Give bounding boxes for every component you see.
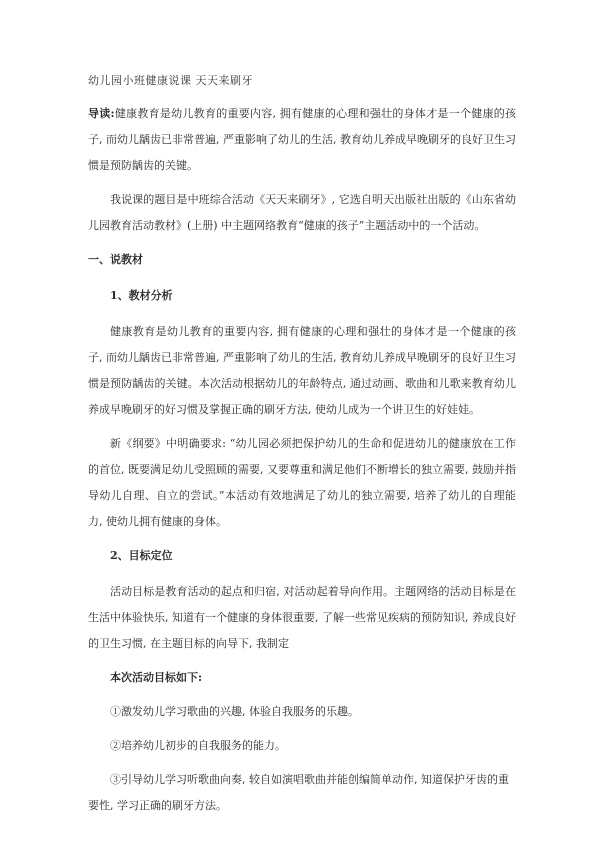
section-heading-teaching-material: 一、说教材 [88,253,143,266]
goal-item: ②培养幼儿初步的自我服务的能力。 [110,739,286,752]
goals-heading: 本次活动目标如下: [110,671,203,684]
subheading-goal-positioning: 2、目标定位 [110,549,173,562]
subheading-material-analysis: 1、教材分析 [110,289,173,302]
intro-paragraph [88,101,516,179]
document-title: 幼儿园小班健康说课 天天来刷牙 [88,74,253,87]
analysis-paragraph-2: 新《纲要》中明确要求: “幼儿园必须把保护幼儿的生命和促进幼儿的健康放在工作的首位, 既要满足幼儿受照顾的需要, 又要尊重和满足他们不断增长的独立需要, 鼓励并指导幼儿自理、自立的尝试。”本活动有效地满足了幼儿的独立需要, 培养了幼儿的自理能力, 使幼儿拥有健康的身体。 [88,437,516,528]
goal-item: ①激发幼儿学习歌曲的兴趣, 体验自我服务的乐趣。 [110,705,359,718]
intro-label: 导读: [88,107,115,120]
document-body [88,101,516,827]
intro-text: 健康教育是幼儿教育的重要内容, 拥有健康的心理和强壮的身体才是一个健康的孩子, 而幼儿龋齿已非常普遍, 严重影响了幼儿的生活, 教育幼儿养成早晚刷牙的良好卫生习惯是预防龋齿的关键。 [88,107,516,172]
goal-paragraph: 活动目标是教育活动的起点和归宿, 对活动起着导向作用。主题网络的活动目标是在生活中体验快乐, 知道有一个健康的身体很重要, 了解一些常见疾病的预防知识, 养成良好的卫生习惯, 在主题目标的向导下, 我制定 [88,585,516,650]
goal-item: ③引导幼儿学习听歌曲向奏, 较自如演唱歌曲并能创编简单动作, 知道保护牙齿的重要性, 学习正确的刷牙方法。 [88,773,509,812]
topic-paragraph: 我说课的题目是中班综合活动《天天来刷牙》, 它选自明天出版社出版的《山东省幼儿园教育活动教材》(上册) 中主题网络教育“健康的孩子”主题活动中的一个活动。 [88,193,516,232]
analysis-paragraph-1: 健康教育是幼儿教育的重要内容, 拥有健康的心理和强壮的身体才是一个健康的孩子, 而幼儿龋齿已非常普遍, 严重影响了幼儿的生活, 教育幼儿养成早晚刷牙的良好卫生习惯是预防龋齿的关键。本次活动根据幼儿的年龄特点, 通过动画、歌曲和儿歌来教育幼儿养成早晚刷牙的好习惯及掌握正确的刷牙方法, 使幼儿成为一个讲卫生的好娃娃。 [88,325,516,416]
